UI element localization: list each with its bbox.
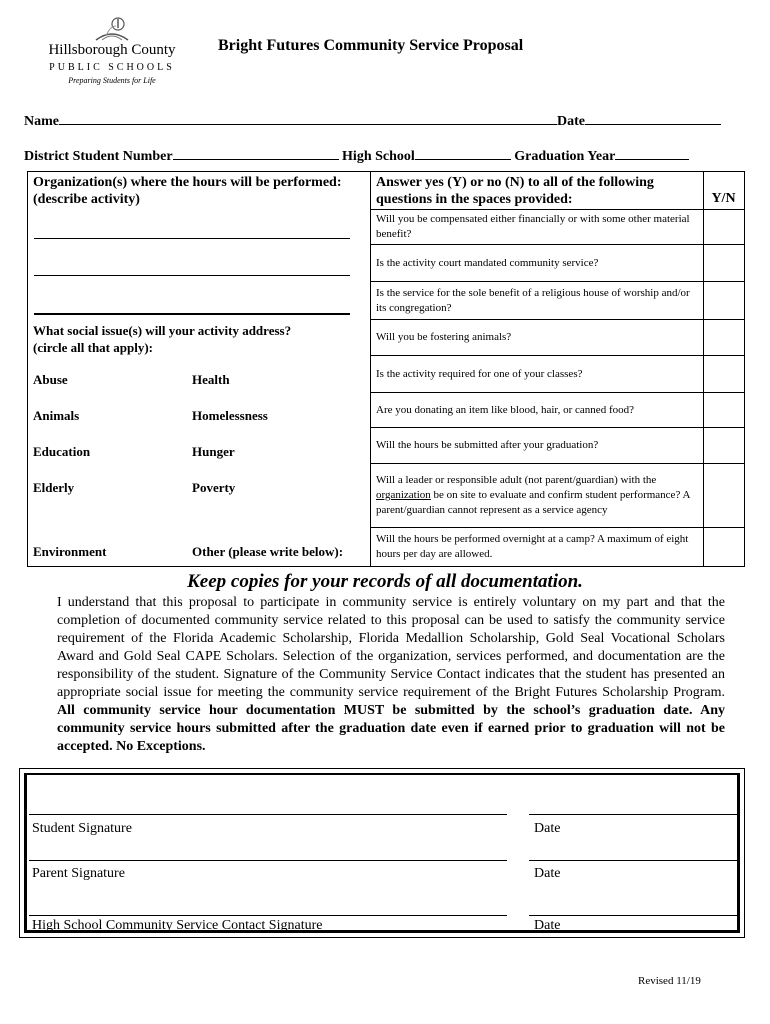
question-required-class: Is the activity required for one of your classes?	[370, 355, 703, 392]
agreement-text: I understand that this proposal to participate in community service is entirely voluntary on my part and that the completion of documented community service related to this proposal can be used to satisfy the community service requirement of the Florida Academic Scholarship, Florida Medallion Scholarship, Gold Seal Vocational Scholars Award and Gold Seal CAPE Scholars. Selection of the organization, services performed, and documentation are the responsibility of the student. Signature of the Community Service Contact indicates that the student has presented an appropriate social issue for meeting the community service requirement of the Bright Futures Scholarship Program.	[57, 595, 725, 700]
answer-cell-9[interactable]	[703, 527, 744, 566]
social-issue-heading: What social issue(s) will your activity address? (circle all that apply):	[33, 323, 292, 355]
answer-cell-5[interactable]	[703, 355, 744, 392]
questions-column	[370, 172, 704, 566]
contact-signature-label: High School Community Service Contact Signature	[32, 918, 323, 933]
issue-health[interactable]: Health	[192, 372, 230, 387]
district-student-number-label: District Student Number	[24, 149, 173, 164]
student-signature-label: Student Signature	[32, 821, 132, 836]
date-label: Date	[557, 114, 585, 129]
page-title: Bright Futures Community Service Proposal	[218, 37, 524, 54]
issue-other[interactable]: Other (please write below):	[192, 544, 344, 559]
student-info-row	[24, 146, 689, 165]
organization-heading: Organization(s) where the hours will be performed: (describe activity)	[33, 175, 342, 207]
lamp-of-learning-icon	[92, 14, 132, 44]
answer-cell-6[interactable]	[703, 392, 744, 427]
question-overnight: Will the hours be performed overnight at a camp? A maximum of eight hours per day are allowed.	[370, 527, 703, 566]
parent-signature-line[interactable]	[29, 860, 507, 861]
answer-cell-1[interactable]	[703, 209, 744, 244]
issue-education[interactable]: Education	[33, 444, 91, 459]
name-label: Name	[24, 114, 59, 129]
question-court-mandated: Is the activity court mandated community service?	[370, 244, 703, 281]
answer-cell-2[interactable]	[703, 244, 744, 281]
yn-heading: Y/N	[711, 191, 736, 206]
issue-elderly[interactable]: Elderly	[33, 480, 75, 495]
organization-word: organization	[376, 489, 431, 501]
answer-cell-7[interactable]	[703, 427, 744, 463]
issue-hunger[interactable]: Hunger	[192, 444, 235, 459]
issue-homelessness[interactable]: Homelessness	[192, 408, 268, 423]
organization-line-1[interactable]	[34, 238, 350, 239]
parent-signature-label: Parent Signature	[32, 866, 125, 881]
logo-schools-text: PUBLIC SCHOOLS	[49, 62, 175, 73]
organization-column	[28, 172, 371, 566]
keep-copies-heading: Keep copies for your records of all documentation.	[187, 571, 583, 592]
organization-line-3[interactable]	[34, 313, 350, 315]
questions-heading: Answer yes (Y) or no (N) to all of the following questions in the spaces provided:	[376, 175, 654, 207]
logo-tagline: Preparing Students for Life	[68, 76, 156, 85]
question-leader-onsite-text: Will a leader or responsible adult (not parent/guardian) with the organization be on site to evaluate and confirm student performance? A parent/guardian cannot represent as a service agency	[376, 474, 690, 516]
graduation-year-field[interactable]	[615, 146, 689, 160]
issue-environment[interactable]: Environment	[33, 544, 107, 559]
student-signature-line[interactable]	[29, 814, 507, 815]
revision-note: Revised 11/19	[638, 975, 701, 987]
high-school-label: High School	[342, 149, 415, 164]
high-school-field[interactable]	[415, 146, 511, 160]
contact-date-label: Date	[534, 918, 561, 933]
answer-cell-3[interactable]	[703, 281, 744, 319]
student-date-label: Date	[534, 821, 561, 836]
contact-signature-line[interactable]	[29, 915, 507, 916]
question-fostering-animals: Will you be fostering animals?	[370, 319, 703, 355]
name-date-row	[24, 111, 721, 130]
question-compensated: Will you be compensated either financially or with some other material benefit?	[370, 209, 703, 244]
student-date-line[interactable]	[529, 814, 737, 815]
graduation-year-label: Graduation Year	[514, 149, 616, 164]
issue-abuse[interactable]: Abuse	[33, 372, 68, 387]
district-student-number-field[interactable]	[173, 146, 339, 160]
date-field[interactable]	[585, 111, 721, 125]
signature-box	[19, 768, 745, 938]
question-after-graduation: Will the hours be submitted after your graduation?	[370, 427, 703, 463]
answer-cell-8[interactable]	[703, 463, 744, 527]
parent-date-label: Date	[534, 866, 561, 881]
question-religious: Is the service for the sole benefit of a religious house of worship and/or its congregation?	[370, 281, 703, 319]
answer-cell-4[interactable]	[703, 319, 744, 355]
issue-poverty[interactable]: Poverty	[192, 480, 236, 495]
agreement-paragraph	[57, 594, 725, 756]
logo-county-text: Hillsborough County	[48, 42, 176, 58]
contact-date-line[interactable]	[529, 915, 737, 916]
yn-column	[703, 172, 744, 566]
issue-animals[interactable]: Animals	[33, 408, 80, 423]
question-donating: Are you donating an item like blood, hair, or canned food?	[370, 392, 703, 427]
proposal-table	[27, 171, 745, 567]
organization-line-2[interactable]	[34, 275, 350, 276]
parent-date-line[interactable]	[529, 860, 737, 861]
agreement-deadline-text: All community service hour documentation MUST be submitted by the school’s graduation date. Any community service hours submitted after the graduation date even if earned prior to graduation will not be accepted. No Exceptions.	[57, 703, 725, 754]
question-leader-onsite	[370, 463, 703, 527]
district-logo	[42, 14, 182, 88]
name-field[interactable]	[59, 111, 557, 125]
